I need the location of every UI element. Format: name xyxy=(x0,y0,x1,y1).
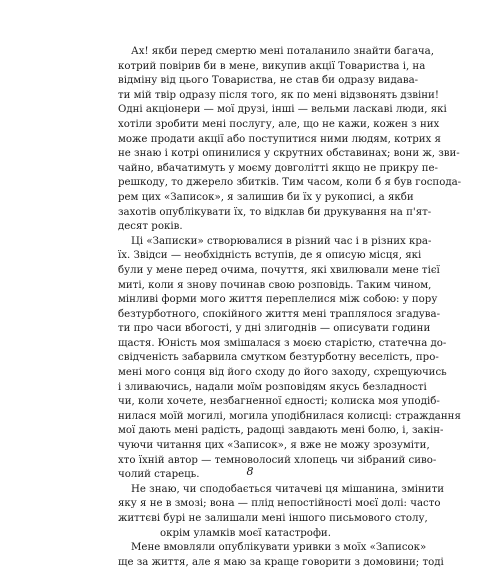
paragraph xyxy=(118,541,444,570)
text-line: щастя. Юність моя змішалася з моєю старістю, статечна до- xyxy=(118,337,447,349)
text-line: окрім уламків моєї катастрофи. xyxy=(160,527,331,539)
text-line: хотіли зробити мені послугу, але, що не кажи, кожен з них xyxy=(118,118,440,130)
body-text xyxy=(118,45,462,570)
text-line: життєві бурі не залишали мені іншого письмового столу, xyxy=(118,513,428,524)
paragraph xyxy=(118,235,461,483)
paragraph xyxy=(118,483,445,541)
text-line: решкоду, то джерело збитків. Тим часом, коли б я був господа- xyxy=(118,177,462,189)
text-line: ти мій твір одразу після того, як по мені відзвонять дзвіни! xyxy=(118,89,439,101)
text-line: Мене вмовляли опублікувати уривки з моїх «Записок» xyxy=(131,542,427,554)
text-line: миті, коли я знову починав свою розповідь. Таким чином, xyxy=(118,279,432,291)
text-line: Ах! якби перед смертю мені поталанило знайти багача, xyxy=(131,46,434,57)
text-line: Не знаю, чи сподобається читачеві ця мішанина, змінити xyxy=(131,483,445,495)
text-line: не знаю і котрі опинилися у скрутних обставинах; вони ж, зви- xyxy=(118,148,460,160)
text-line: їх. Звідси — необхідність вступів, де я описую місця, які xyxy=(118,250,422,262)
text-line: свідченість забарвила смутком безтурботну веселість, про- xyxy=(118,352,439,364)
text-line: котрий повірив би в мене, викупив акції Товариства і, на xyxy=(118,60,426,72)
text-line: хто їхній автор — темноволосий хлопець чи зібраний сиво- xyxy=(118,454,437,466)
text-line: яку я не в змозі; вона — плід непостійності моєї долі: часто xyxy=(118,498,441,510)
text-line: чи, коли хочете, незбагненної єдності; колиска моя уподіб- xyxy=(118,396,440,408)
text-line: може продати акції або поступитися ними людям, котрих я xyxy=(118,133,441,145)
page-number: 8 xyxy=(246,465,254,478)
text-line: відміну від цього Товариства, не став би одразу видава- xyxy=(118,75,419,87)
paragraph xyxy=(118,45,462,235)
text-line: чуючи читання цих «Записок», я вже не можу зрозуміти, xyxy=(118,440,430,452)
text-line: чолий старець. xyxy=(118,469,200,481)
text-line: ще за життя, але я маю за краще говорити з домовини; тоді xyxy=(118,556,444,568)
text-line: мені мого сонця від його сходу до його заходу, схрещуючись xyxy=(118,367,447,379)
text-line: десят років. xyxy=(118,221,183,233)
text-line: нилася моїй могилі, могила уподібнилася колисці: страждання xyxy=(118,410,461,422)
text-line: і зливаючись, надали моїм розповідям якусь безладності xyxy=(118,381,427,393)
text-line: безтурботного, спокійного життя мені траплялося згадува- xyxy=(118,308,441,320)
text-line: Ці «Записки» створювалися в різний час і в різних кра- xyxy=(131,235,432,247)
text-line: мінливі форми мого життя переплелися між собою: у пору xyxy=(118,294,438,306)
text-line: були у мене перед очима, почуття, які хвилювали мене тієї xyxy=(118,264,440,276)
text-line: чайно, вбачатимуть у моєму довголітті якщо не прикру пе- xyxy=(118,162,438,174)
text-line: мої дають мені радість, радощі завдають мені болю, і, закін- xyxy=(118,425,444,437)
text-line: рем цих «Записок», я залишив би їх у рукописі, а якби xyxy=(118,191,414,203)
text-line: Одні акціонери — мої друзі, інші — вельми ласкаві люди, які xyxy=(118,104,447,116)
text-line: захотів опублікувати їх, то відклав би друкування на п'ят- xyxy=(118,206,432,218)
text-line: ти про часи вбогості, у дні злигоднів — описувати години xyxy=(118,323,431,335)
